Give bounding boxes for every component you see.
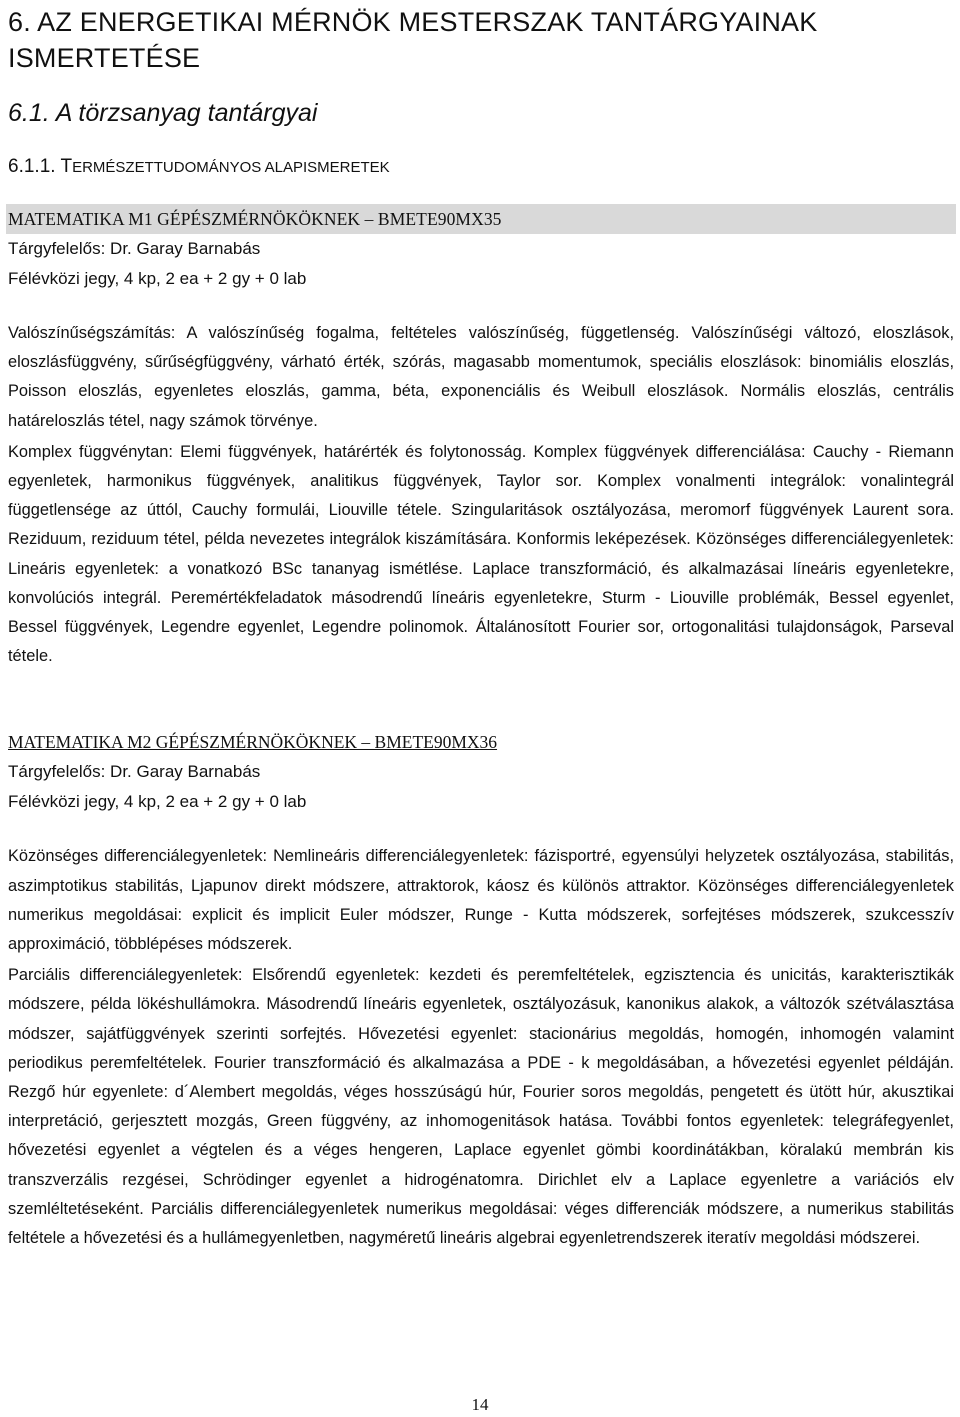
course-title: MATEMATIKA M1 GÉPÉSZMÉRNÖKÖKNEK – BMETE90MX35 bbox=[8, 208, 502, 229]
document-page bbox=[8, 0, 954, 1253]
course-title: MATEMATIKA M2 GÉPÉSZMÉRNÖKÖKNEK – BMETE90MX36 bbox=[8, 732, 498, 753]
subsection-title-rest: ERMÉSZETTUDOMÁNYOS ALAPISMERETEK bbox=[72, 159, 390, 176]
course-credits: Félévközi jegy, 4 kp, 2 ea + 2 gy + 0 lab bbox=[8, 792, 307, 812]
subsection-title bbox=[8, 155, 954, 180]
course-credits: Félévközi jegy, 4 kp, 2 ea + 2 gy + 0 lab bbox=[8, 269, 307, 288]
course-description-paragraph: Parciális differenciálegyenletek: Elsőrendű egyenletek: kezdeti és peremfeltételek, egzisztencia és unicitás, karakterisztikák módszere, példa lökéshullámokra. Másodrendű líneáris egyenletek, osztályozásuk, kanonikus alakok, a változók szétválasztása módszer, sajátfüggvények szerinti sorfejtés. Hővezetési egyenlet: stacionárius megoldás, homogén, inhomogén valamint periodikus peremfeltételek. Fourier transzformáció és alkalmazása a PDE ‐ k megoldásában, a hővezetési egyenlet példáján. Rezgő húr egyenlete: d´Alembert megoldás, véges hosszúságú húr, Fourier soros megoldás, pengetett és ütött húr, akusztikai interpretáció, gerjesztett mozgás, Green függvény, az inhomogenitások hatása. További fontos egyenletek: telegráfegyenlet, hővezetési egyenlet a végtelen és a véges hengeren, Laplace egyenlet gömbi koordinátákban, köralakú membrán kis transzverzális rezgései, Schrödinger egyenlet a hidrogénatomra. Dirichlet elv a Laplace egyenletre a variációs elv szemléltetéseként. Parciális differenciálegyenletek numerikus megoldásai: véges differenciák módszere, a numerikus stabilitás feltétele a hővezetési és a hullámegyenletben, nagyméretű lineáris algebrai egyenletrendszerek iteratív megoldási módszerei. bbox=[8, 966, 954, 1248]
subsection-number: 6.1.1. bbox=[8, 156, 56, 177]
course-header-bar bbox=[6, 204, 956, 234]
section-title: 6.1. A törzsanyag tantárgyai bbox=[8, 99, 318, 127]
subsection-title-initial: T bbox=[60, 156, 73, 177]
course-responsible: Tárgyfelelős: Dr. Garay Barnabás bbox=[8, 762, 261, 782]
course-description-paragraph: Komplex függvénytan: Elemi függvények, határérték és folytonosság. Komplex függvények differenciálása: Cauchy ‐ Riemann egyenletek, harmonikus függvények, analitikus függvények, Taylor sor. Komplex vonalmenti integrálok: vonalintegrál függetlensége az úttól, Cauchy formulái, Liouville tétele. Szingularitások osztályozása, meromorf függvények Laurent sora. Reziduum, reziduum tétel, példa nevezetes integrálok kiszámítására. Konformis leképezések. Közönséges differenciálegyenletek: Lineáris egyenletek: a vonatkozó BSc tananyag ismétlése. Laplace transzformáció, és alkalmazásai líneáris egyenletekre, konvolúciós integrál. Peremértékfeladatok másodrendű líneáris egyenletekre, Sturm ‐ Liouville problémák, Bessel egyenlet, Bessel függvények, Legendre egyenlet, Legendre polinomok. Általánosított Fourier sor, ortogonalitási tulajdonságok, Parseval tétele. bbox=[8, 442, 954, 666]
page-number: 14 bbox=[471, 1395, 489, 1414]
course-description-paragraph: Közönséges differenciálegyenletek: Nemlineáris differenciálegyenletek: fázisportré, egyensúlyi helyzetek osztályozása, stabilitás, aszimptotikus stabilitás, Ljapunov direkt módszere, attraktorok, káosz és különös attraktor. Közönséges differenciálegyenletek numerikus megoldásai: explicit és implicit Euler módszer, Runge ‐ Kutta módszerek, sorfejtéses módszerek, szukcesszív approximáció, többlépéses módszerek. bbox=[8, 847, 954, 954]
course-responsible: Tárgyfelelős: Dr. Garay Barnabás bbox=[8, 239, 261, 258]
chapter-title: 6. AZ ENERGETIKAI MÉRNÖK MESTERSZAK TANTÁRGYAINAK ISMERTETÉSE bbox=[8, 7, 818, 73]
course-description-paragraph: Valószínűségszámítás: A valószínűség fogalma, feltételes valószínűség, függetlenség. Valószínűségi változó, eloszlások, eloszlásfüggvény, sűrűségfüggvény, várható érték, szórás, magasabb momentumok, speciális eloszlások: binomiális eloszlás, Poisson eloszlás, egyenletes eloszlás, gamma, béta, exponenciális és Weibull eloszlások. Normális eloszlás, centrális határeloszlás tétel, nagy számok törvénye. bbox=[8, 324, 954, 430]
